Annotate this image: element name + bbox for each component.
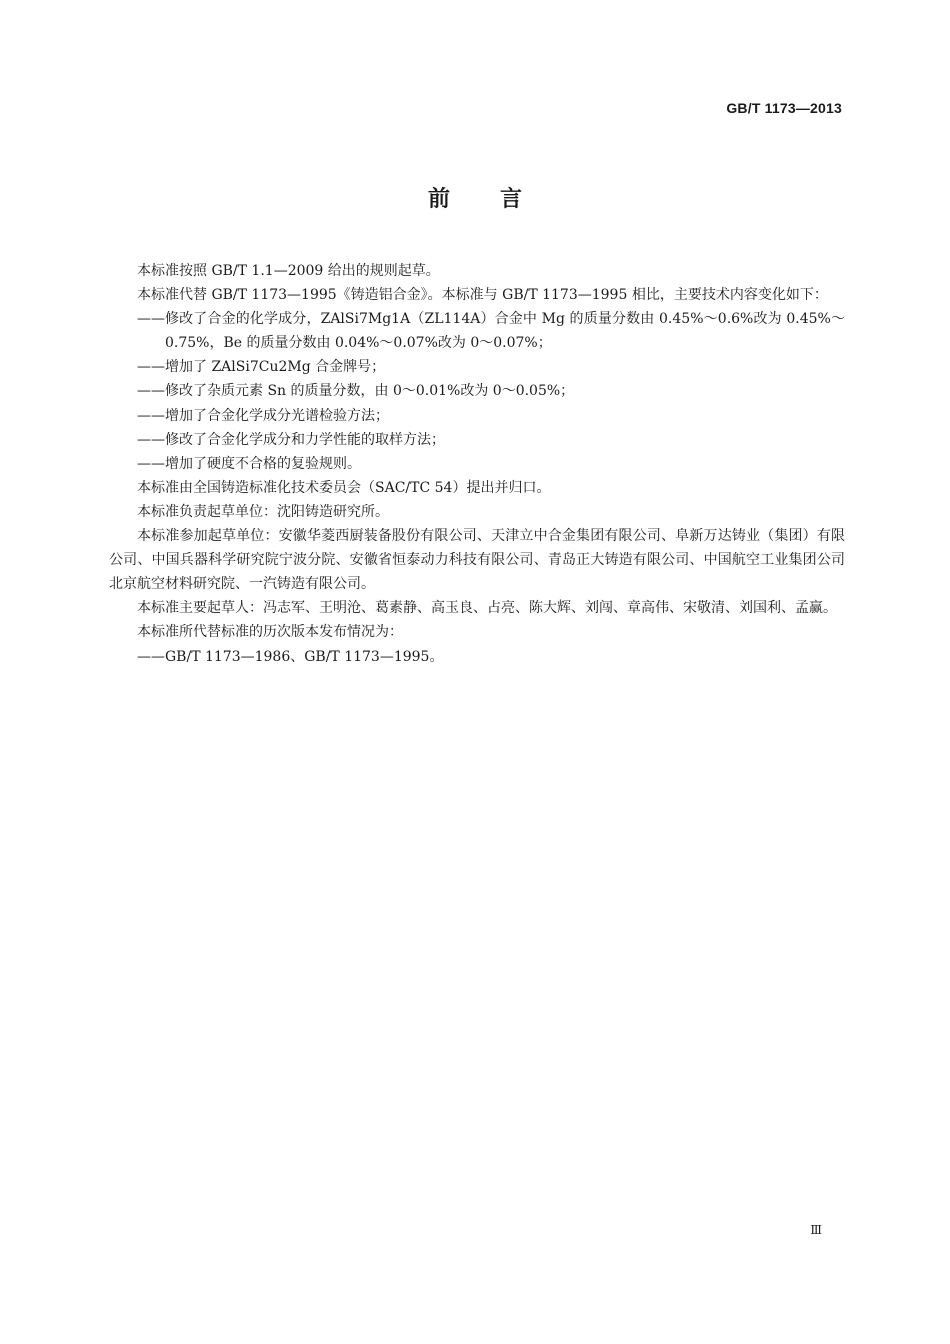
paragraph-committee: 本标准由全国铸造标准化技术委员会（SAC/TC 54）提出并归口。 xyxy=(137,479,551,496)
list-item-text: GB/T 1173—1986、GB/T 1173—1995。 xyxy=(165,648,444,665)
list-item-text: 增加了 ZAlSi7Cu2Mg 合金牌号； xyxy=(165,359,386,376)
list-item-text: 修改了合金的化学成分，ZAlSi7Mg1A（ZL114A）合金中 Mg 的质量分数由 0.45%～0.6%改为 0.45%～0.75%，Be 的质量分数由 0.04%～0.07%改为 0～0.07%； xyxy=(165,311,845,352)
list-item xyxy=(109,355,845,379)
list-item-text: 修改了杂质元素 Sn 的质量分数，由 0～0.01%改为 0～0.05%； xyxy=(165,383,575,400)
dash: —— xyxy=(137,359,165,376)
document-body xyxy=(109,259,845,669)
list-item xyxy=(109,645,845,669)
page-title: 前言 xyxy=(427,187,572,212)
dash: —— xyxy=(137,648,165,665)
list-item xyxy=(109,404,845,428)
list-item-text: 增加了合金化学成分光谱检验方法； xyxy=(165,407,389,424)
list-item-text: 增加了硬度不合格的复验规则。 xyxy=(165,455,361,472)
paragraph-drafting-rules: 本标准按照 GB/T 1.1—2009 给出的规则起草。 xyxy=(137,263,440,279)
list-item xyxy=(109,379,845,403)
list-item xyxy=(109,428,845,452)
list-item xyxy=(109,452,845,476)
page-number: Ⅲ xyxy=(810,1223,822,1237)
paragraph-version-history: 本标准所代替标准的历次版本发布情况为： xyxy=(137,624,403,641)
dash: —— xyxy=(137,311,165,328)
list-item xyxy=(109,307,845,355)
paragraph-main-drafters: 本标准主要起草人：冯志军、王明沧、葛素静、高玉良、占亮、陈大辉、刘闯、章高伟、宋敬清、刘国利、孟赢。 xyxy=(137,600,837,617)
paragraph-replacement: 本标准代替 GB/T 1173—1995《铸造铝合金》。本标准与 GB/T 1173—1995 相比，主要技术内容变化如下： xyxy=(137,287,828,304)
dash: —— xyxy=(137,431,165,448)
dash: —— xyxy=(137,455,165,472)
standard-number: GB/T 1173—2013 xyxy=(726,100,842,116)
paragraph-lead-drafter: 本标准负责起草单位：沈阳铸造研究所。 xyxy=(137,503,389,520)
dash: —— xyxy=(137,407,165,424)
dash: —— xyxy=(137,383,165,400)
paragraph-participating-units: 本标准参加起草单位：安徽华菱西厨装备股份有限公司、天津立中合金集团有限公司、阜新万达铸业（集团）有限公司、中国兵器科学研究院宁波分院、安徽省恒泰动力科技有限公司、青岛正大铸造有限公司、中国航空工业集团公司北京航空材料研究院、一汽铸造有限公司。 xyxy=(109,528,845,593)
list-item-text: 修改了合金化学成分和力学性能的取样方法； xyxy=(165,431,445,448)
